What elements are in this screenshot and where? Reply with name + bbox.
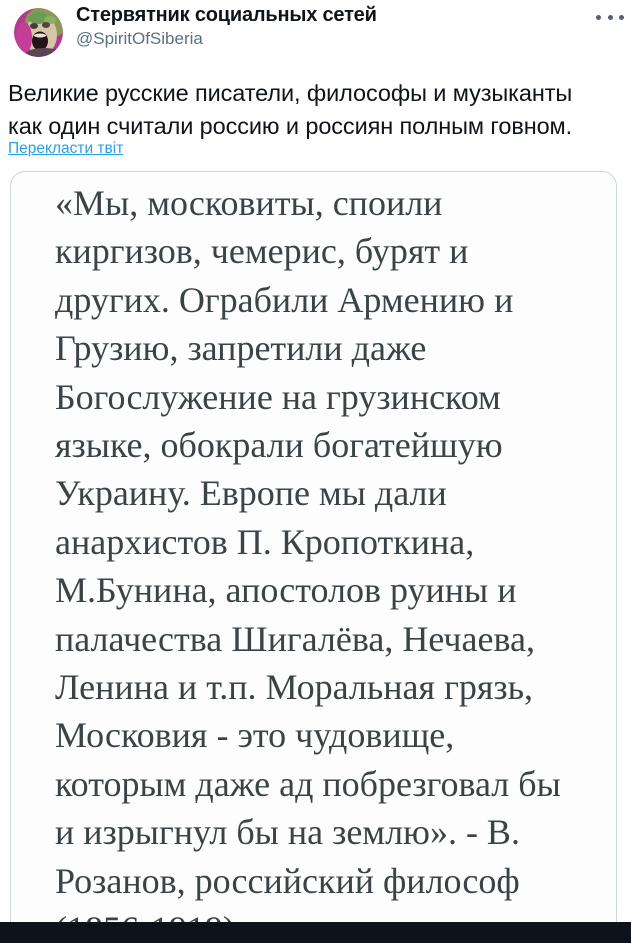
quote-text-line: и изрыгнул бы на землю». - В. [55, 812, 520, 853]
tweet-text [8, 77, 628, 143]
avatar[interactable] [14, 8, 63, 57]
bottom-bar [0, 922, 631, 943]
more-icon [596, 15, 601, 20]
tweet-text-line: Великие русские писатели, философы и музыканты [8, 80, 573, 106]
quote-text-line: Ленина и т.п. Моральная грязь, [55, 667, 534, 708]
quote-text-line: Богослужение на грузинском [55, 376, 501, 417]
avatar-image [14, 8, 63, 57]
tweet-image[interactable] [10, 171, 617, 943]
quote-text-line: Розанов, российский философ [55, 860, 520, 901]
more-icon [608, 15, 613, 20]
quote-text-line: Грузию, запретили даже [55, 328, 427, 369]
display-name[interactable]: Стервятник социальных сетей [76, 4, 377, 26]
quote-text-line: языке, обокрали богатейшую [55, 425, 503, 466]
quote-text-line: анархистов П. Кропоткина, [55, 521, 475, 562]
quote-text-line: киргизов, чемерис, бурят и [55, 231, 469, 272]
quote-text-line: других. Ограбили Армению и [55, 279, 514, 320]
translate-tweet-link[interactable]: Перекласти твіт [8, 140, 124, 157]
quote-text-line: которым даже ад побрезговал бы [55, 763, 561, 804]
quote-text [11, 172, 616, 943]
quote-text-line: М.Бунина, апостолов руины и [55, 570, 517, 611]
quote-text-line: Московия - это чудовище, [55, 715, 455, 756]
tweet-text-line: как один считали россию и россиян полным говном. [8, 113, 573, 139]
more-options-button[interactable] [596, 9, 624, 25]
quote-text-line: палачества Шигалёва, Нечаева, [55, 618, 535, 659]
quote-text-line: «Мы, московиты, споили [55, 183, 443, 223]
more-icon [619, 15, 624, 20]
quote-text-line: Украину. Европе мы дали [55, 473, 447, 514]
user-handle[interactable]: @SpiritOfSiberia [76, 29, 203, 48]
